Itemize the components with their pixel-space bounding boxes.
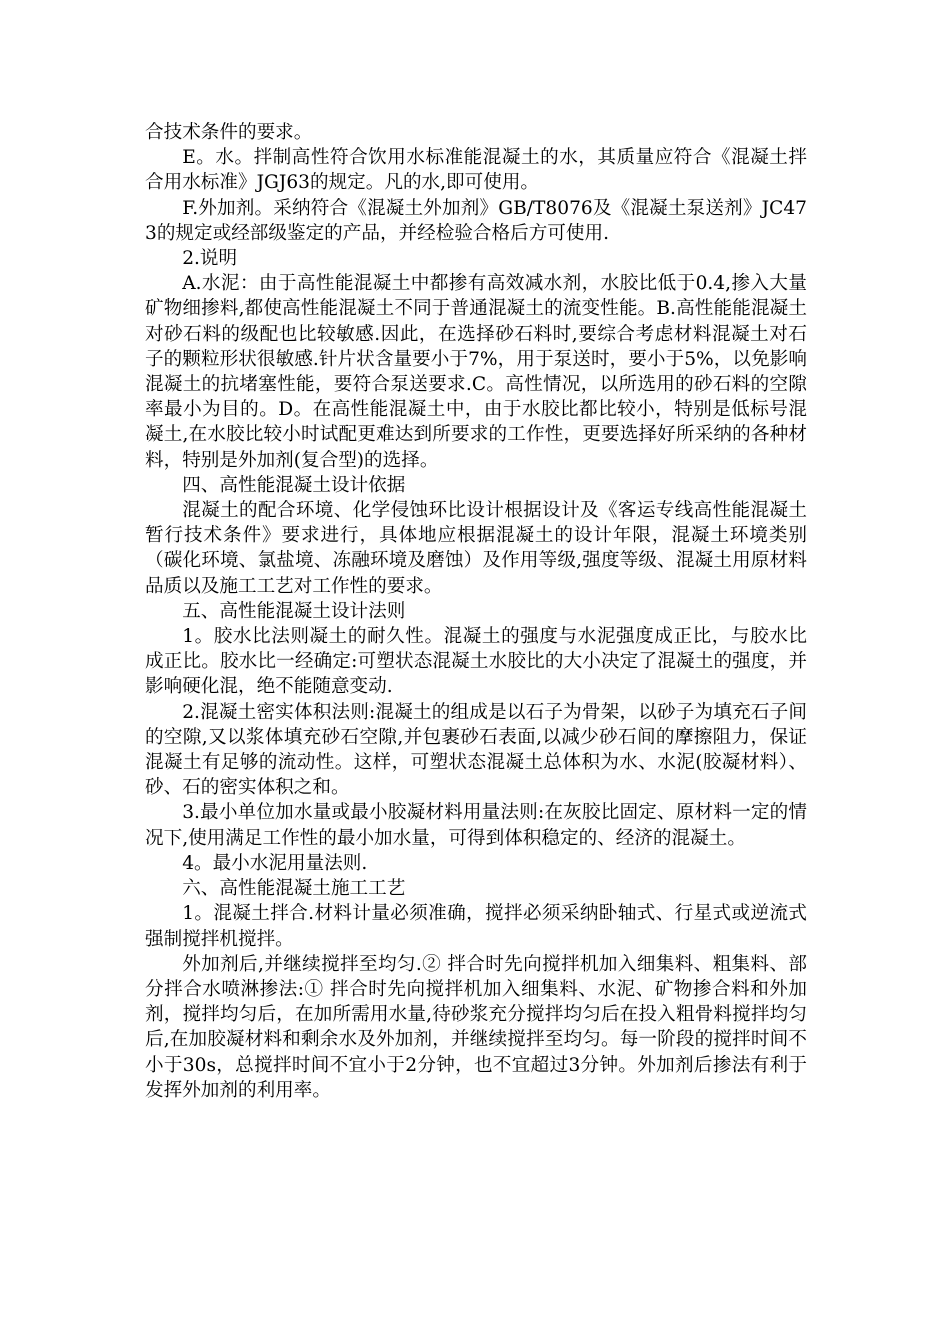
paragraph-2: E。水。拌制高性符合饮用水标准能混凝土的水，其质量应符合《混凝土拌合用水标准》JGJ63的规定。凡的水,即可使用。 xyxy=(145,147,807,194)
document-body xyxy=(145,120,807,1103)
paragraph-3: F.外加剂。采纳符合《混凝土外加剂》GB/T8076及《混凝土泵送剂》JC473的规定或经部级鉴定的产品，并经检验合格后方可使用. xyxy=(145,197,807,244)
section-heading-6: 六、高性能混凝土施工工艺 xyxy=(182,878,406,900)
paragraph-14: 1。混凝土拌合.材料计量必须准确，搅拌必须采纳卧轴式、行星式或逆流式强制搅拌机搅拌。 xyxy=(145,903,807,950)
paragraph-7: 混凝土的配合环境、化学侵蚀环比设计根据设计及《客运专线高性能混凝土暂行技术条件》要求进行，具体地应根据混凝土的设计年限，混凝土环境类别（碳化环境、氯盐境、冻融环境及磨蚀）及作用等级,强度等级、混凝土用原材料品质以及施工工艺对工作性的要求。 xyxy=(145,500,807,597)
paragraph-1: 合技术条件的要求。 xyxy=(145,122,313,143)
paragraph-11: 3.最小单位加水量或最小胶凝材料用量法则:在灰胶比固定、原材料一定的情况下,使用满足工作性的最小加水量，可得到体积稳定的、经济的混凝土。 xyxy=(145,802,807,849)
section-heading-explanation: 2.说明 xyxy=(182,248,238,270)
section-heading-4: 四、高性能混凝土设计依据 xyxy=(182,474,406,496)
paragraph-12: 4。最小水泥用量法则. xyxy=(182,852,368,874)
section-heading-5: 五、高性能混凝土设计法则 xyxy=(182,600,406,622)
paragraph-15: 外加剂后,并继续搅拌至均匀.② 拌合时先向搅拌机加入细集料、粗集料、部分拌合水喷淋掺法:① 拌合时先向搅拌机加入细集料、水泥、矿物掺合料和外加剂，搅拌均匀后，在加所需用水量,待砂浆充分搅拌均匀后在投入粗骨料搅拌均匀后,在加胶凝材料和剩余水及外加剂，并继续搅拌至均匀。每一阶段的搅拌时间不小于30s，总搅拌时间不宜小于2分钟，也不宜超过3分钟。外加剂后掺法有利于发挥外加剂的利用率。 xyxy=(145,953,807,1101)
paragraph-10: 2.混凝土密实体积法则:混凝土的组成是以石子为骨架，以砂子为填充石子间的空隙,又以浆体填充砂石空隙,并包裹砂石表面,以减少砂石间的摩擦阻力，保证混凝土有足够的流动性。这样，可塑状态混凝土总体积为水、水泥(胶凝材料）、砂、石的密实体积之和。 xyxy=(145,701,807,799)
paragraph-5: A.水泥：由于高性能混凝土中都掺有高效减水剂，水胶比低于0.4,掺入大量矿物细掺料,都使高性能混凝土不同于普通混凝土的流变性能。B.高性能能混凝土对砂石料的级配也比较敏感.因此，在选择砂石料时,要综合考虑材料混凝土对石子的颗粒形状很敏感.针片状含量要小于7%，用于泵送时，要小于5%，以免影响混凝土的抗堵塞性能，要符合泵送要求.C。高性情况，以所选用的砂石料的空隙率最小为目的。D。在高性能混凝土中，由于水胶比都比较小，特别是低标号混凝土,在水胶比较小时试配更难达到所要求的工作性，更要选择好所采纳的各种材料，特别是外加剂(复合型)的选择。 xyxy=(145,273,807,471)
paragraph-9: 1。胶水比法则凝土的耐久性。混凝土的强度与水泥强度成正比，与胶水比成正比。胶水比一经确定:可塑状态混凝土水胶比的大小决定了混凝土的强度，并影响硬化混，绝不能随意变动. xyxy=(145,626,807,698)
